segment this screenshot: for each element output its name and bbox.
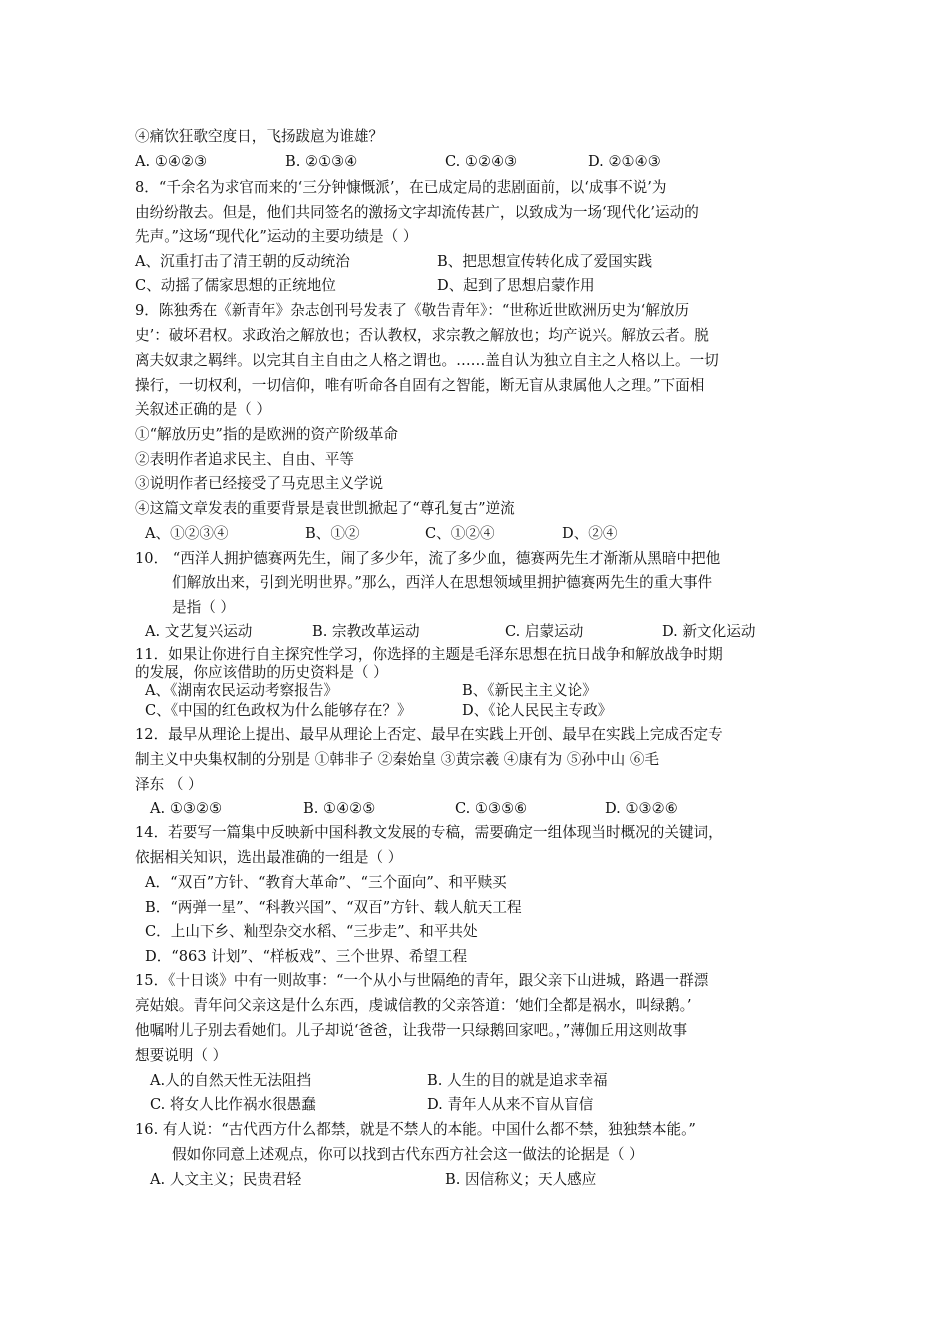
- answer-option: D、②④: [562, 525, 618, 542]
- answer-option: A.人的自然天性无法阻挡: [150, 1072, 312, 1089]
- text-line: 是指（ ）: [172, 599, 236, 616]
- answer-option: D. 青年人从来不盲从盲信: [427, 1096, 594, 1113]
- text-line: 亮姑娘。青年问父亲这是什么东西，虔诚信教的父亲答道：‘她们全都是祸水，叫绿鹅。’: [135, 997, 692, 1014]
- text-line: ④痛饮狂歌空度日，飞扬跋扈为谁雄？: [135, 128, 384, 145]
- text-line: 由纷纷散去。但是，他们共同签名的激扬文字却流传甚广，以致成为一场‘现代化’运动的: [135, 204, 699, 221]
- text-line: B．“两弹一星”、“科教兴国”、“双百”方针、载人航天工程: [145, 899, 522, 916]
- answer-option: C、动摇了儒家思想的正统地位: [135, 277, 336, 294]
- text-line: 关叙述正确的是（ ）: [135, 401, 271, 418]
- answer-option: A、沉重打击了清王朝的反动统治: [135, 253, 350, 270]
- answer-option: B、①②: [305, 525, 360, 542]
- text-line: 离夫奴隶之羁绊。以完其自主自由之人格之谓也。……盖自认为独立自主之人格以上。一切: [135, 352, 719, 369]
- answer-option: B. ①④②⑤: [303, 800, 376, 817]
- answer-option: A. ①④②③: [135, 153, 208, 170]
- answer-option: C、《中国的红色政权为什么能够存在？》: [145, 702, 412, 719]
- answer-option: C. 将女人比作祸水很愚蠢: [150, 1096, 316, 1113]
- answer-option: D. 新文化运动: [662, 623, 756, 640]
- answer-option: D. ①③②⑥: [605, 800, 678, 817]
- answer-option: B. 宗教改革运动: [312, 623, 420, 640]
- text-line: 泽东 （ ）: [135, 776, 203, 793]
- text-line: ②表明作者追求民主、自由、平等: [135, 451, 354, 468]
- text-line: 11．如果让你进行自主探究性学习，你选择的主题是毛泽东思想在抗日战争和解放战争时期: [135, 646, 723, 663]
- answer-option: C. 启蒙运动: [505, 623, 584, 640]
- answer-option: C. ①③⑤⑥: [455, 800, 528, 817]
- text-line: 16. 有人说：“古代西方什么都禁，就是不禁人的本能。中国什么都不禁，独独禁本能。”: [135, 1121, 696, 1138]
- text-line: 们解放出来，引到光明世界。”那么，西洋人在思想领域里拥护德赛两先生的重大事件: [172, 574, 713, 591]
- text-line: 史’：破坏君权。求政治之解放也；否认教权，求宗教之解放也；均产说兴。解放云者。脱: [135, 327, 709, 344]
- answer-option: C、①②④: [425, 525, 495, 542]
- text-line: A．“双百”方针、“教育大革命”、“三个面向”、和平赎买: [145, 874, 507, 891]
- text-line: 依据相关知识，选出最准确的一组是（ ）: [135, 849, 403, 866]
- answer-option: D. ②①④③: [588, 153, 661, 170]
- answer-option: B、《新民主主义论》: [462, 682, 597, 699]
- text-line: ④这篇文章发表的重要背景是袁世凯掀起了“尊孔复古”逆流: [135, 500, 515, 517]
- text-line: 15．《十日谈》中有一则故事：“一个从小与世隔绝的青年，跟父亲下山进城，路遇一群漂: [135, 972, 709, 989]
- text-line: 操行，一切权利，一切信仰，唯有听命各自固有之智能，断无盲从隶属他人之理。”下面相: [135, 377, 705, 394]
- text-line: 12．最早从理论上提出、最早从理论上否定、最早在实践上开创、最早在实践上完成否定专: [135, 726, 723, 743]
- answer-option: A. ①③②⑤: [150, 800, 223, 817]
- answer-option: B、把思想宣传转化成了爱国实践: [437, 253, 653, 270]
- answer-option: A. 文艺复兴运动: [145, 623, 253, 640]
- answer-option: B. 因信称义；天人感应: [445, 1171, 597, 1188]
- answer-option: B. ②①③④: [285, 153, 358, 170]
- answer-option: A. 人文主义；民贵君轻: [150, 1171, 302, 1188]
- text-line: C．上山下乡、籼型杂交水稻、“三步走”、和平共处: [145, 923, 478, 940]
- text-line: 的发展，你应该借助的历史资料是（ ）: [135, 664, 388, 681]
- text-line: 9．陈独秀在《新青年》杂志创刊号发表了《敬告青年》：“世称近世欧洲历史为‘解放历: [135, 302, 690, 319]
- answer-option: A、①②③④: [145, 525, 229, 542]
- answer-option: C. ①②④③: [445, 153, 518, 170]
- text-line: 8．“千余名为求官而来的‘三分钟慷慨派’，在已成定局的悲剧面前，以‘成事不说’为: [135, 179, 667, 196]
- text-line: 14．若要写一篇集中反映新中国科教文发展的专稿，需要确定一组体现当时概况的关键词，: [135, 824, 723, 841]
- text-line: ③说明作者已经接受了马克思主义学说: [135, 475, 384, 492]
- text-line: 制主义中央集权制的分别是 ①韩非子 ②秦始皇 ③黄宗羲 ④康有为 ⑤孙中山 ⑥毛: [135, 751, 660, 768]
- answer-option: A、《湖南农民运动考察报告》: [145, 682, 338, 699]
- answer-option: D、《论人民民主专政》: [462, 702, 613, 719]
- text-line: 他嘱咐儿子别去看她们。儿子却说‘爸爸，让我带一只绿鹅回家吧。，”薄伽丘用这则故事: [135, 1022, 688, 1039]
- text-line: 10． “西洋人拥护德赛两先生，闹了多少年，流了多少血，德赛两先生才渐渐从黑暗中把他: [135, 550, 721, 567]
- text-line: 假如你同意上述观点，你可以找到古代东西方社会这一做法的论据是（ ）: [172, 1146, 644, 1163]
- text-line: 先声。”这场“现代化”运动的主要功绩是（ ）: [135, 228, 418, 245]
- text-line: ①“解放历史”指的是欧洲的资产阶级革命: [135, 426, 399, 443]
- answer-option: D、起到了思想启蒙作用: [437, 277, 595, 294]
- text-line: D．“863 计划”、“样板戏”、三个世界、希望工程: [145, 948, 468, 965]
- text-line: 想要说明（ ）: [135, 1047, 228, 1064]
- answer-option: B. 人生的目的就是追求幸福: [427, 1072, 608, 1089]
